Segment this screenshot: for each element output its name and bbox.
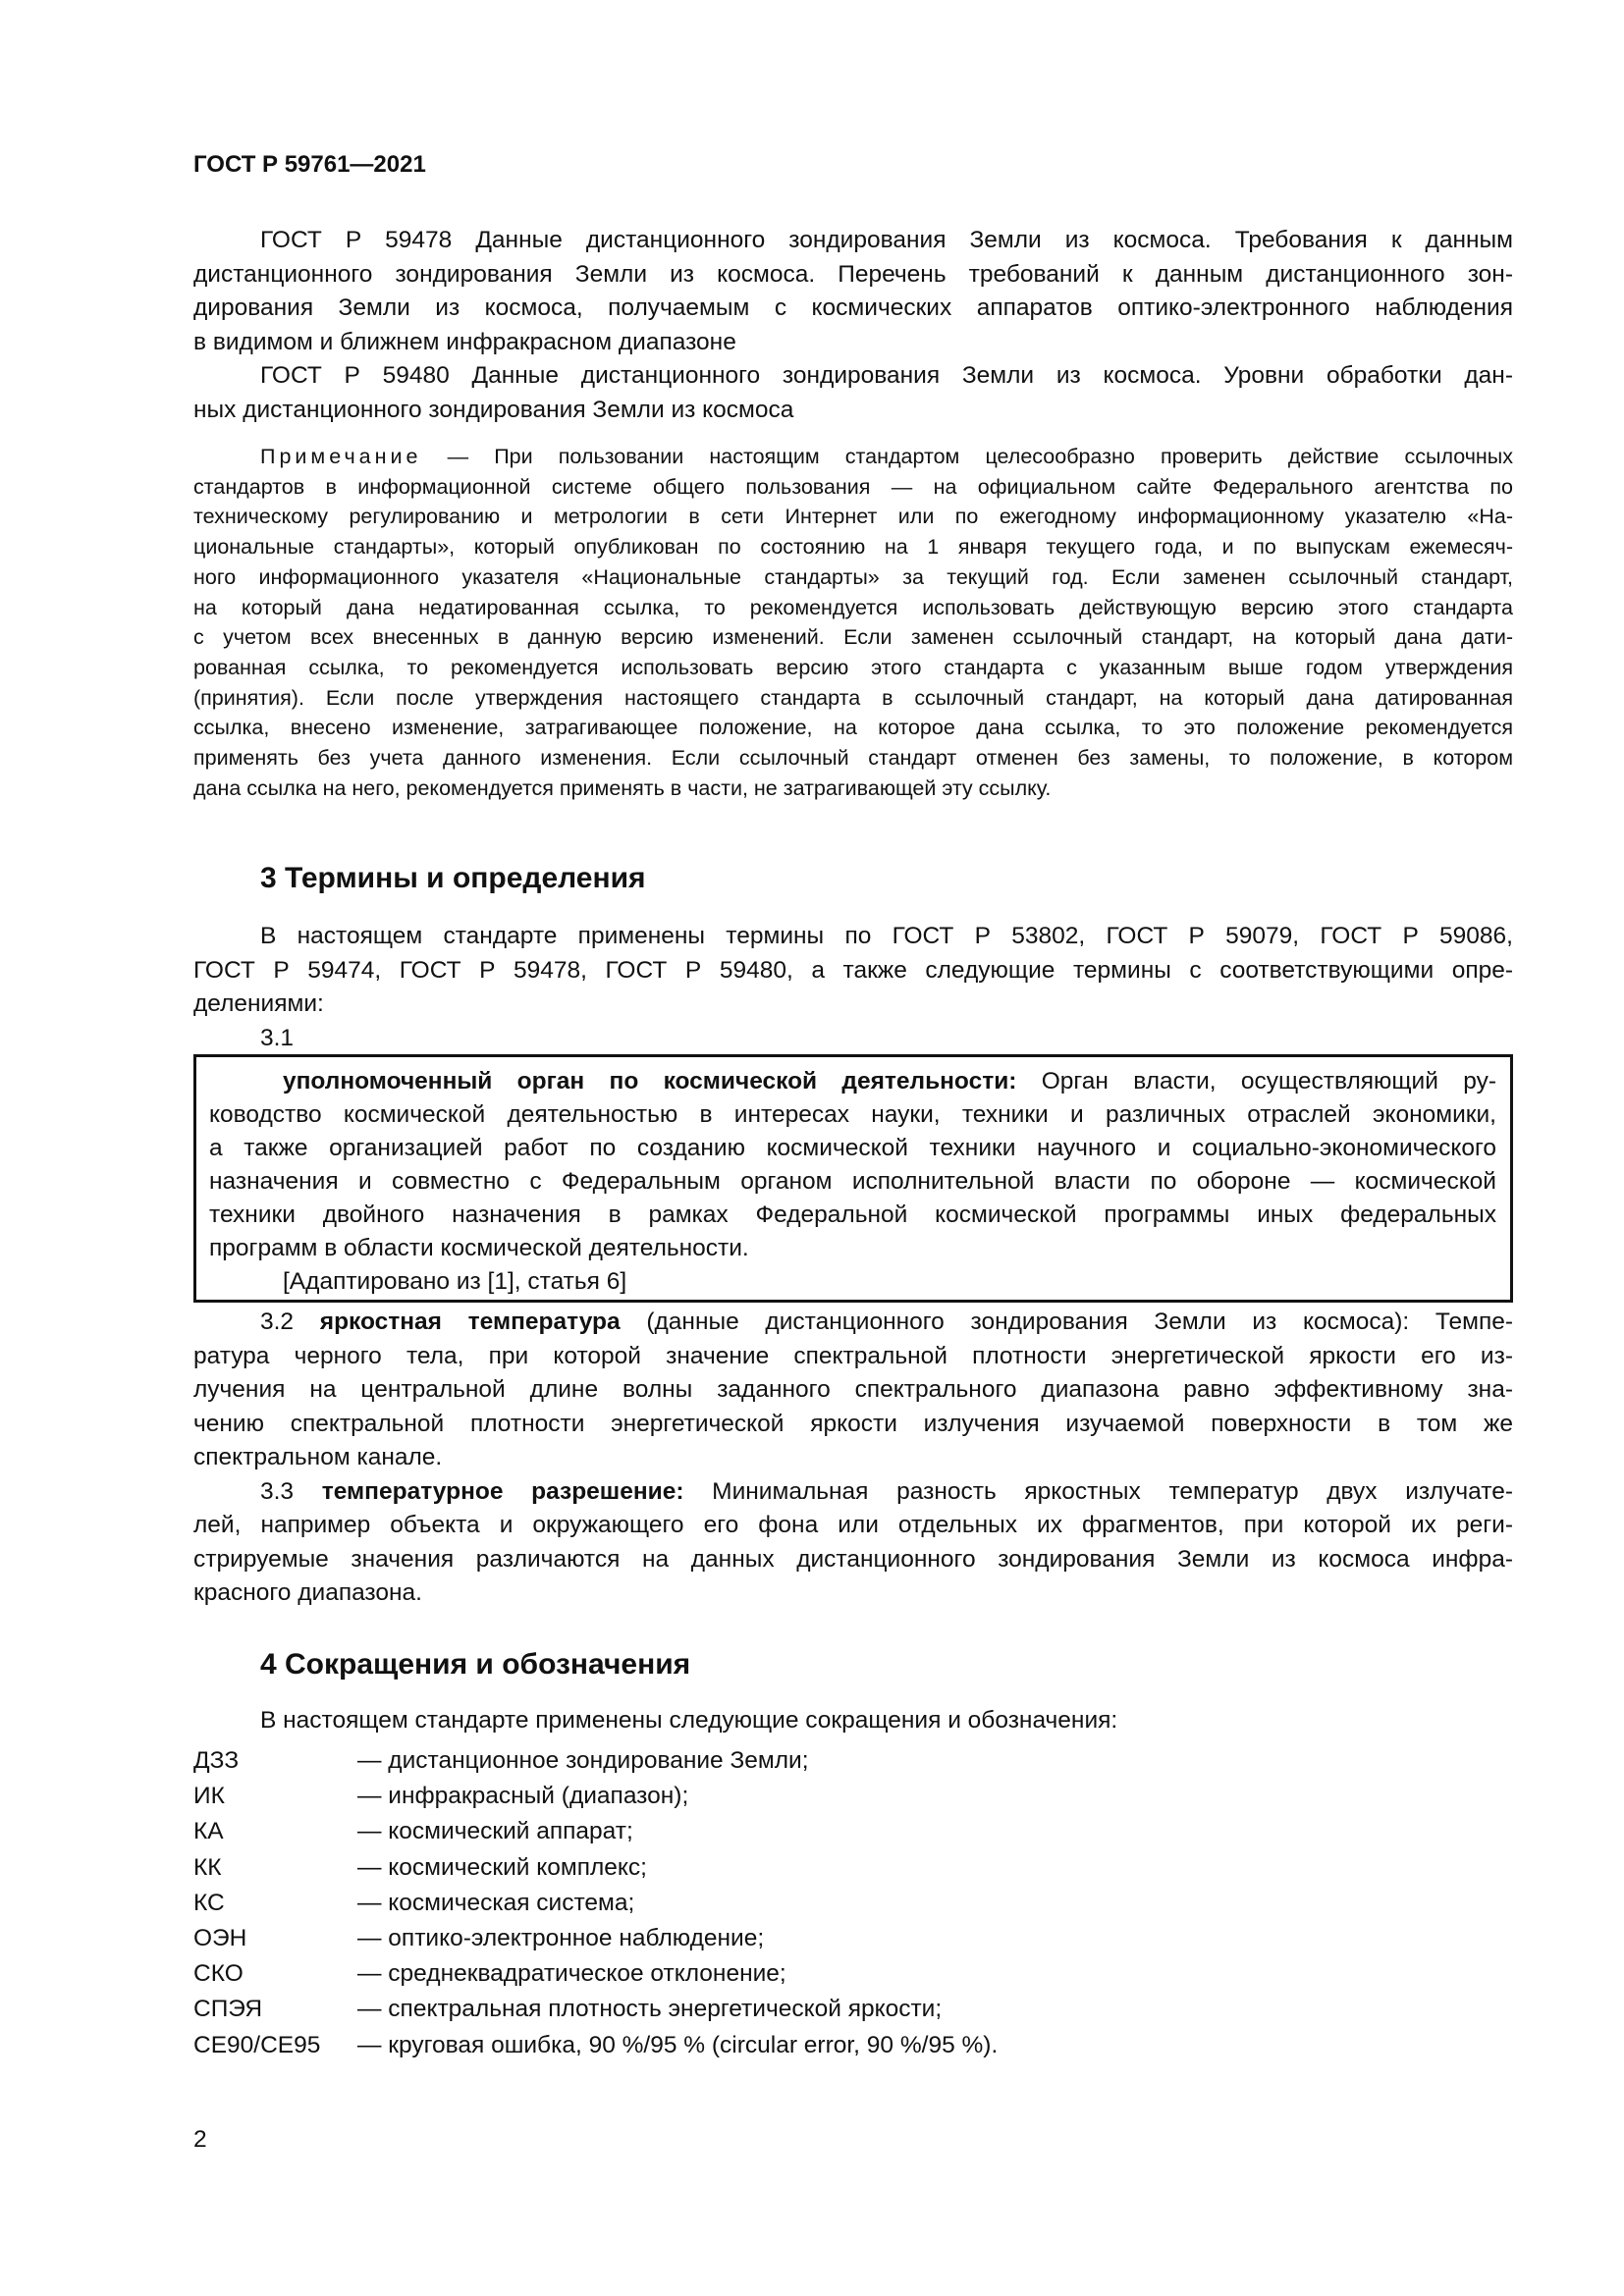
text-line <box>193 743 1513 774</box>
text-segment: назначения и совместно с Федеральным органом исполнительной власти по обороне — космической <box>209 1168 1496 1195</box>
text-line <box>193 359 1513 394</box>
text-line <box>193 326 1513 360</box>
text-segment: дирования Земли из космоса, получаемым с космических аппаратов оптико-электронного наблюдения <box>193 294 1513 321</box>
text-segment: с учетом всех внесенных в данную версию изменений. Если заменен ссылочный стандарт, на который дана дати- <box>193 625 1513 650</box>
text-segment: стрируемые значения различаются на данных дистанционного зондирования Земли из космоса инфра- <box>193 1545 1513 1573</box>
abbreviation-item <box>193 1743 998 1779</box>
text-line <box>193 1340 1513 1374</box>
abbreviation-description: — инфракрасный (диапазон); <box>357 1783 689 1810</box>
text-segment: циональные стандарты», который опубликован по состоянию на 1 января текущего года, и по выпускам ежемесяч- <box>193 535 1513 560</box>
text-segment: В настоящем стандарте применены термины по ГОСТ Р 53802, ГОСТ Р 59079, ГОСТ Р 59086, <box>260 923 1513 949</box>
abbreviations-list <box>193 1743 998 2063</box>
abbreviation: СКО <box>193 1960 244 1988</box>
text-segment: ратура черного тела, при которой значение спектральной плотности энергетической яркости его из- <box>193 1342 1513 1369</box>
text-line <box>193 920 1513 954</box>
text-line <box>209 1199 1496 1232</box>
document-header: ГОСТ Р 59761—2021 <box>193 151 426 178</box>
text-line <box>193 622 1513 653</box>
text-line <box>193 502 1513 532</box>
text-line <box>209 1265 1496 1299</box>
abbreviation-description: — оптико-электронное наблюдение; <box>357 1925 765 1952</box>
text-line <box>193 1576 1513 1611</box>
text-line <box>193 562 1513 593</box>
text-segment: техническому регулированию и метрологии в сети Интернет или по ежегодному информационному указателю «На- <box>193 505 1513 529</box>
text-segment: 3.3 <box>260 1477 322 1505</box>
text-line <box>193 1022 1513 1056</box>
abbreviation-item <box>193 1886 998 1921</box>
abbreviation-description: — дистанционное зондирование Земли; <box>357 1747 809 1774</box>
text-line <box>193 683 1513 714</box>
text-segment: ГОСТ Р 59478 Данные дистанционного зондирования Земли из космоса. Требования к данным <box>260 227 1513 253</box>
abbreviation: ИК <box>193 1783 225 1810</box>
abbreviation: КС <box>193 1889 225 1916</box>
text-segment: ГОСТ Р 59474, ГОСТ Р 59478, ГОСТ Р 59480, а также следующие термины с соответствующими опре- <box>193 956 1513 984</box>
text-segment: спектральном канале. <box>193 1444 443 1470</box>
abbreviation-description: — космическая система; <box>357 1889 635 1916</box>
term-3-1-box <box>193 1054 1513 1303</box>
text-segment: на который дана недатированная ссылка, то рекомендуется использовать действующую версию этого стандарта <box>193 595 1513 619</box>
note <box>193 442 1513 803</box>
text-line <box>193 472 1513 503</box>
text-segment: — При пользовании настоящим стандартом целесообразно проверить действие ссылочных <box>421 445 1513 468</box>
abbreviation: ОЭН <box>193 1925 247 1952</box>
term-name: уполномоченный орган по космической деятельности: <box>283 1068 1017 1095</box>
terms-3-2-3-3 <box>193 1306 1513 1611</box>
normative-references <box>193 224 1513 427</box>
text-segment: 3.2 <box>260 1308 320 1335</box>
text-segment: программ в области космической деятельности. <box>209 1235 749 1261</box>
text-line <box>193 1509 1513 1543</box>
text-line <box>193 394 1513 428</box>
text-segment: [Адаптировано из [1], статья 6] <box>283 1268 627 1295</box>
text-line <box>193 1441 1513 1475</box>
text-segment: красного диапазона. <box>193 1579 422 1606</box>
text-segment: лей, например объекта и окружающего его фона или отдельных их фрагментов, при которой их реги- <box>193 1512 1513 1538</box>
text-line <box>193 1475 1513 1510</box>
text-line <box>193 292 1513 326</box>
text-segment: В настоящем стандарте применены следующие сокращения и обозначения: <box>260 1707 1118 1734</box>
abbreviation: CE90/CE95 <box>193 2031 321 2058</box>
text-segment: Минимальная разность яркостных температур двух излучате- <box>683 1477 1513 1505</box>
text-line <box>209 1132 1496 1165</box>
text-segment: ссылка, внесено изменение, затрагивающее положение, на которое дана ссылка, то это положение рекомендуется <box>193 716 1513 740</box>
text-line <box>193 258 1513 293</box>
page-number: 2 <box>193 2126 207 2153</box>
text-line <box>193 1408 1513 1442</box>
abbreviation: СПЭЯ <box>193 1996 263 2023</box>
text-line <box>193 1373 1513 1408</box>
section-3-heading: 3 Термины и определения <box>260 862 646 894</box>
text-line <box>209 1065 1496 1098</box>
text-line <box>193 532 1513 562</box>
text-segment: 3.1 <box>260 1024 295 1051</box>
text-segment: чению спектральной плотности энергетической яркости излучения изучаемой поверхности в том же <box>193 1410 1513 1437</box>
text-segment: лучения на центральной длине волны заданного спектрального диапазона равно эффективному зна- <box>193 1376 1513 1403</box>
text-segment: а также организацией работ по созданию космической техники научного и социально-экономического <box>209 1135 1496 1161</box>
abbreviation-item <box>193 1956 998 1992</box>
abbreviation-description: — круговая ошибка, 90 %/95 % (circular error, 90 %/95 %). <box>357 2031 999 2058</box>
abbreviation-description: — космический аппарат; <box>357 1818 633 1845</box>
text-line <box>193 224 1513 258</box>
section-4-heading: 4 Сокращения и обозначения <box>260 1648 691 1681</box>
text-line <box>209 1165 1496 1199</box>
text-line <box>193 1306 1513 1340</box>
abbreviation: КА <box>193 1818 224 1845</box>
abbreviation-item <box>193 1921 998 1956</box>
text-segment: ного информационного указателя «Национальные стандарты» за текущий год. Если заменен ссылочный стандарт, <box>193 564 1513 589</box>
text-segment: (принятия). Если после утверждения настоящего стандарта в ссылочный стандарт, на который дана датированная <box>193 685 1513 710</box>
text-line <box>193 1543 1513 1577</box>
section-3-intro <box>193 920 1513 1055</box>
abbreviation-item <box>193 1850 998 1886</box>
section-4-intro <box>193 1704 1513 1738</box>
text-line <box>193 713 1513 743</box>
text-line <box>193 593 1513 623</box>
text-line <box>209 1098 1496 1132</box>
text-line <box>193 774 1513 804</box>
term-name: яркостная температура <box>319 1308 621 1335</box>
text-segment: стандартов в информационной системе общего пользования — на официальном сайте Федерального агентства по <box>193 474 1513 499</box>
abbreviation-description: — спектральная плотность энергетической яркости; <box>357 1996 943 2023</box>
text-line <box>193 954 1513 988</box>
note-label: Примечание <box>260 445 422 468</box>
abbreviation-description: — среднеквадратическое отклонение; <box>357 1960 786 1988</box>
text-line <box>193 1704 1513 1738</box>
text-line <box>209 1232 1496 1265</box>
text-segment: рованная ссылка, то рекомендуется использовать версию этого стандарта с указанным выше годом утверждения <box>193 655 1513 679</box>
term-name: температурное разрешение: <box>321 1477 684 1505</box>
text-segment: ных дистанционного зондирования Земли из космоса <box>193 396 794 423</box>
text-segment: ководство космической деятельностью в интересах науки, техники и различных отраслей экономики, <box>209 1101 1496 1128</box>
text-segment: дана ссылка на него, рекомендуется применять в части, не затрагивающей эту ссылку. <box>193 775 1052 800</box>
abbreviation-item <box>193 1814 998 1849</box>
text-segment: делениями: <box>193 990 324 1017</box>
term-3-1-text <box>209 1065 1496 1299</box>
text-segment: (данные дистанционного зондирования Земли из космоса): Темпе- <box>620 1308 1513 1335</box>
text-segment: дистанционного зондирования Земли из космоса. Перечень требований к данным дистанционного зон- <box>193 260 1513 288</box>
text-line <box>193 653 1513 683</box>
abbreviation: ДЗЗ <box>193 1747 240 1774</box>
text-segment: применять без учета данного изменения. Если ссылочный стандарт отменен без замены, то положение, в котором <box>193 746 1513 771</box>
text-segment: Орган власти, осуществляющий ру- <box>1016 1068 1496 1095</box>
abbreviation-item <box>193 1992 998 2027</box>
abbreviation-item <box>193 1779 998 1814</box>
text-segment: в видимом и ближнем инфракрасном диапазоне <box>193 328 736 355</box>
text-line <box>193 988 1513 1022</box>
text-segment: техники двойного назначения в рамках Федеральной космической программы иных федеральных <box>209 1201 1496 1228</box>
text-line <box>193 442 1513 472</box>
abbreviation-description: — космический комплекс; <box>357 1853 647 1881</box>
abbreviation-item <box>193 2028 998 2063</box>
text-segment: ГОСТ Р 59480 Данные дистанционного зондирования Земли из космоса. Уровни обработки дан- <box>260 362 1513 389</box>
abbreviation: КК <box>193 1853 222 1881</box>
